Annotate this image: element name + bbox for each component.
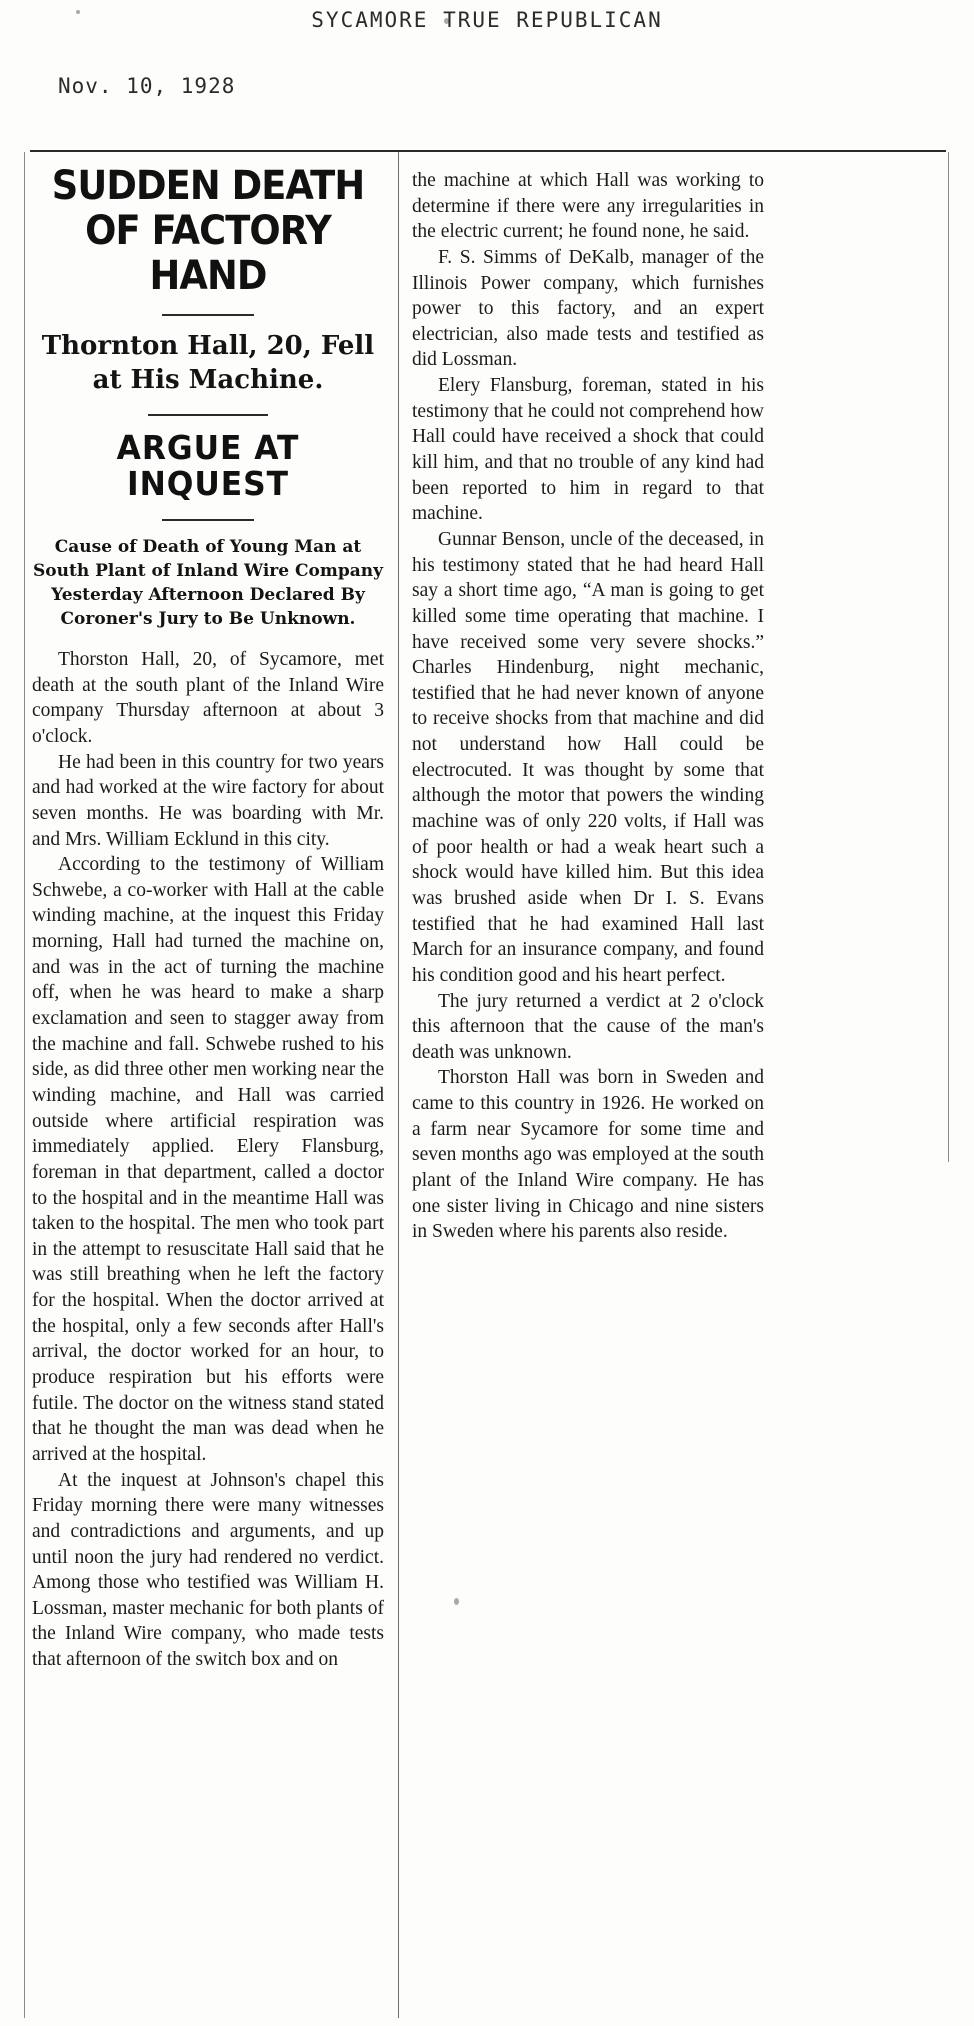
paragraph: The jury returned a verdict at 2 o'clock this afternoon that the cause of the man's death was unknown. [412,990,764,1063]
subhead-rule [148,414,268,416]
right-edge-rule [948,152,949,1162]
paragraph: Thorston Hall, 20, of Sycamore, met death at the south plant of the Inland Wire company Thursday afternoon at about 3 o'clock. [32,649,384,747]
right-column [412,168,764,1245]
paragraph: According to the testimony of William Schwebe, a co-worker with Hall at the cable winding machine, at the inquest this Friday morning, Hall had turned the machine on, and was in the act of turning the machine off, when he was heard to make a sharp exclamation and seen to stagger away from the machine and fall. Schwebe rushed to his side, as did three other men working near the winding machine, and Hall was carried outside where artificial respiration was immediately applied. Elery Flansburg, foreman in that department, called a doctor to the hospital and in the meantime Hall was taken to the hospital. The men who took part in the attempt to resuscitate Hall said that he was still breathing when he left the factory for the hospital. When the doctor arrived at the hospital, only a few seconds after Hall's arrival, the doctor worked for an hour, to produce respiration but his efforts were futile. The doctor on the witness stand stated that he thought the man was dead when he arrived at the hospital. [32,854,384,1465]
paragraph: Thorston Hall was born in Sweden and came to this country in 1926. He worked on a farm near Sycamore for some time and seven months ago was employed at the south plant of the Inland Wire company. He has one sister living in Chicago and nine sisters in Sweden where his parents also reside. [412,1067,764,1243]
left-column-text [32,647,384,1673]
paragraph: the machine at which Hall was working to determine if there were any irregularities in the electric current; he found none, he said. [412,170,764,243]
article-headline: SUDDEN DEATH OF FACTORY HAND [51,163,365,299]
right-column-text [412,168,764,1245]
masthead-title: SYCAMORE TRUE REPUBLICAN [311,8,663,32]
masthead-date: Nov. 10, 1928 [58,74,236,98]
column-divider-rule [398,152,399,2018]
deck-rule [162,519,254,521]
paragraph: He had been in this country for two years and had worked at the wire factory for about seven months. He was boarding with Mr. and Mrs. William Ecklund in this city. [32,751,384,850]
article-deck: Cause of Death of Young Man at South Plant of Inland Wire Company Yesterday Afternoon Declared By Coroner's Jury to Be Unknown. [33,536,383,629]
paragraph: F. S. Simms of DeKalb, manager of the Illinois Power company, which furnishes power to this factory, and an expert electrician, also made tests and testified as did Lossman. [412,246,764,371]
headline-rule [162,314,254,316]
paragraph: Elery Flansburg, foreman, stated in his testimony that he could not comprehend how Hall could have received a shock that could kill him, and that no trouble of any kind had been reported to him in regard to that machine. [412,375,765,525]
paragraph: At the inquest at Johnson's chapel this Friday morning there were many witnesses and contradictions and arguments, and up until noon the jury had rendered no verdict. Among those who testified was William H. Lossman, master mechanic for both plants of the Inland Wire company, who made tests that afternoon of the switch box and on [32,1469,384,1671]
scan-speck [454,1598,459,1605]
article-subhead: Thornton Hall, 20, Fell at His Machine. [41,331,375,396]
article-headline-secondary: ARGUE AT INQUEST [116,427,300,504]
top-divider-rule [30,150,946,152]
paragraph: Gunnar Benson, uncle of the deceased, in his testimony stated that he had heard Hall say a short time ago, “A man is going to get killed some time operating that machine. I have received some very severe shocks.” Charles Hindenburg, night mechanic, testified that he had never known of anyone to receive shocks from that machine and did not understand how Hall could be electrocuted. It was thought by some that although the motor that powers the winding machine was of only 220 volts, if Hall was of poor health or had a weak heart such a shock would have killed him. But this idea was brushed aside when Dr I. S. Evans testified that he had examined Hall last March for an insurance company, and found his condition good and his heart perfect. [412,528,764,986]
left-edge-rule [24,152,25,2018]
left-column [32,160,384,1673]
